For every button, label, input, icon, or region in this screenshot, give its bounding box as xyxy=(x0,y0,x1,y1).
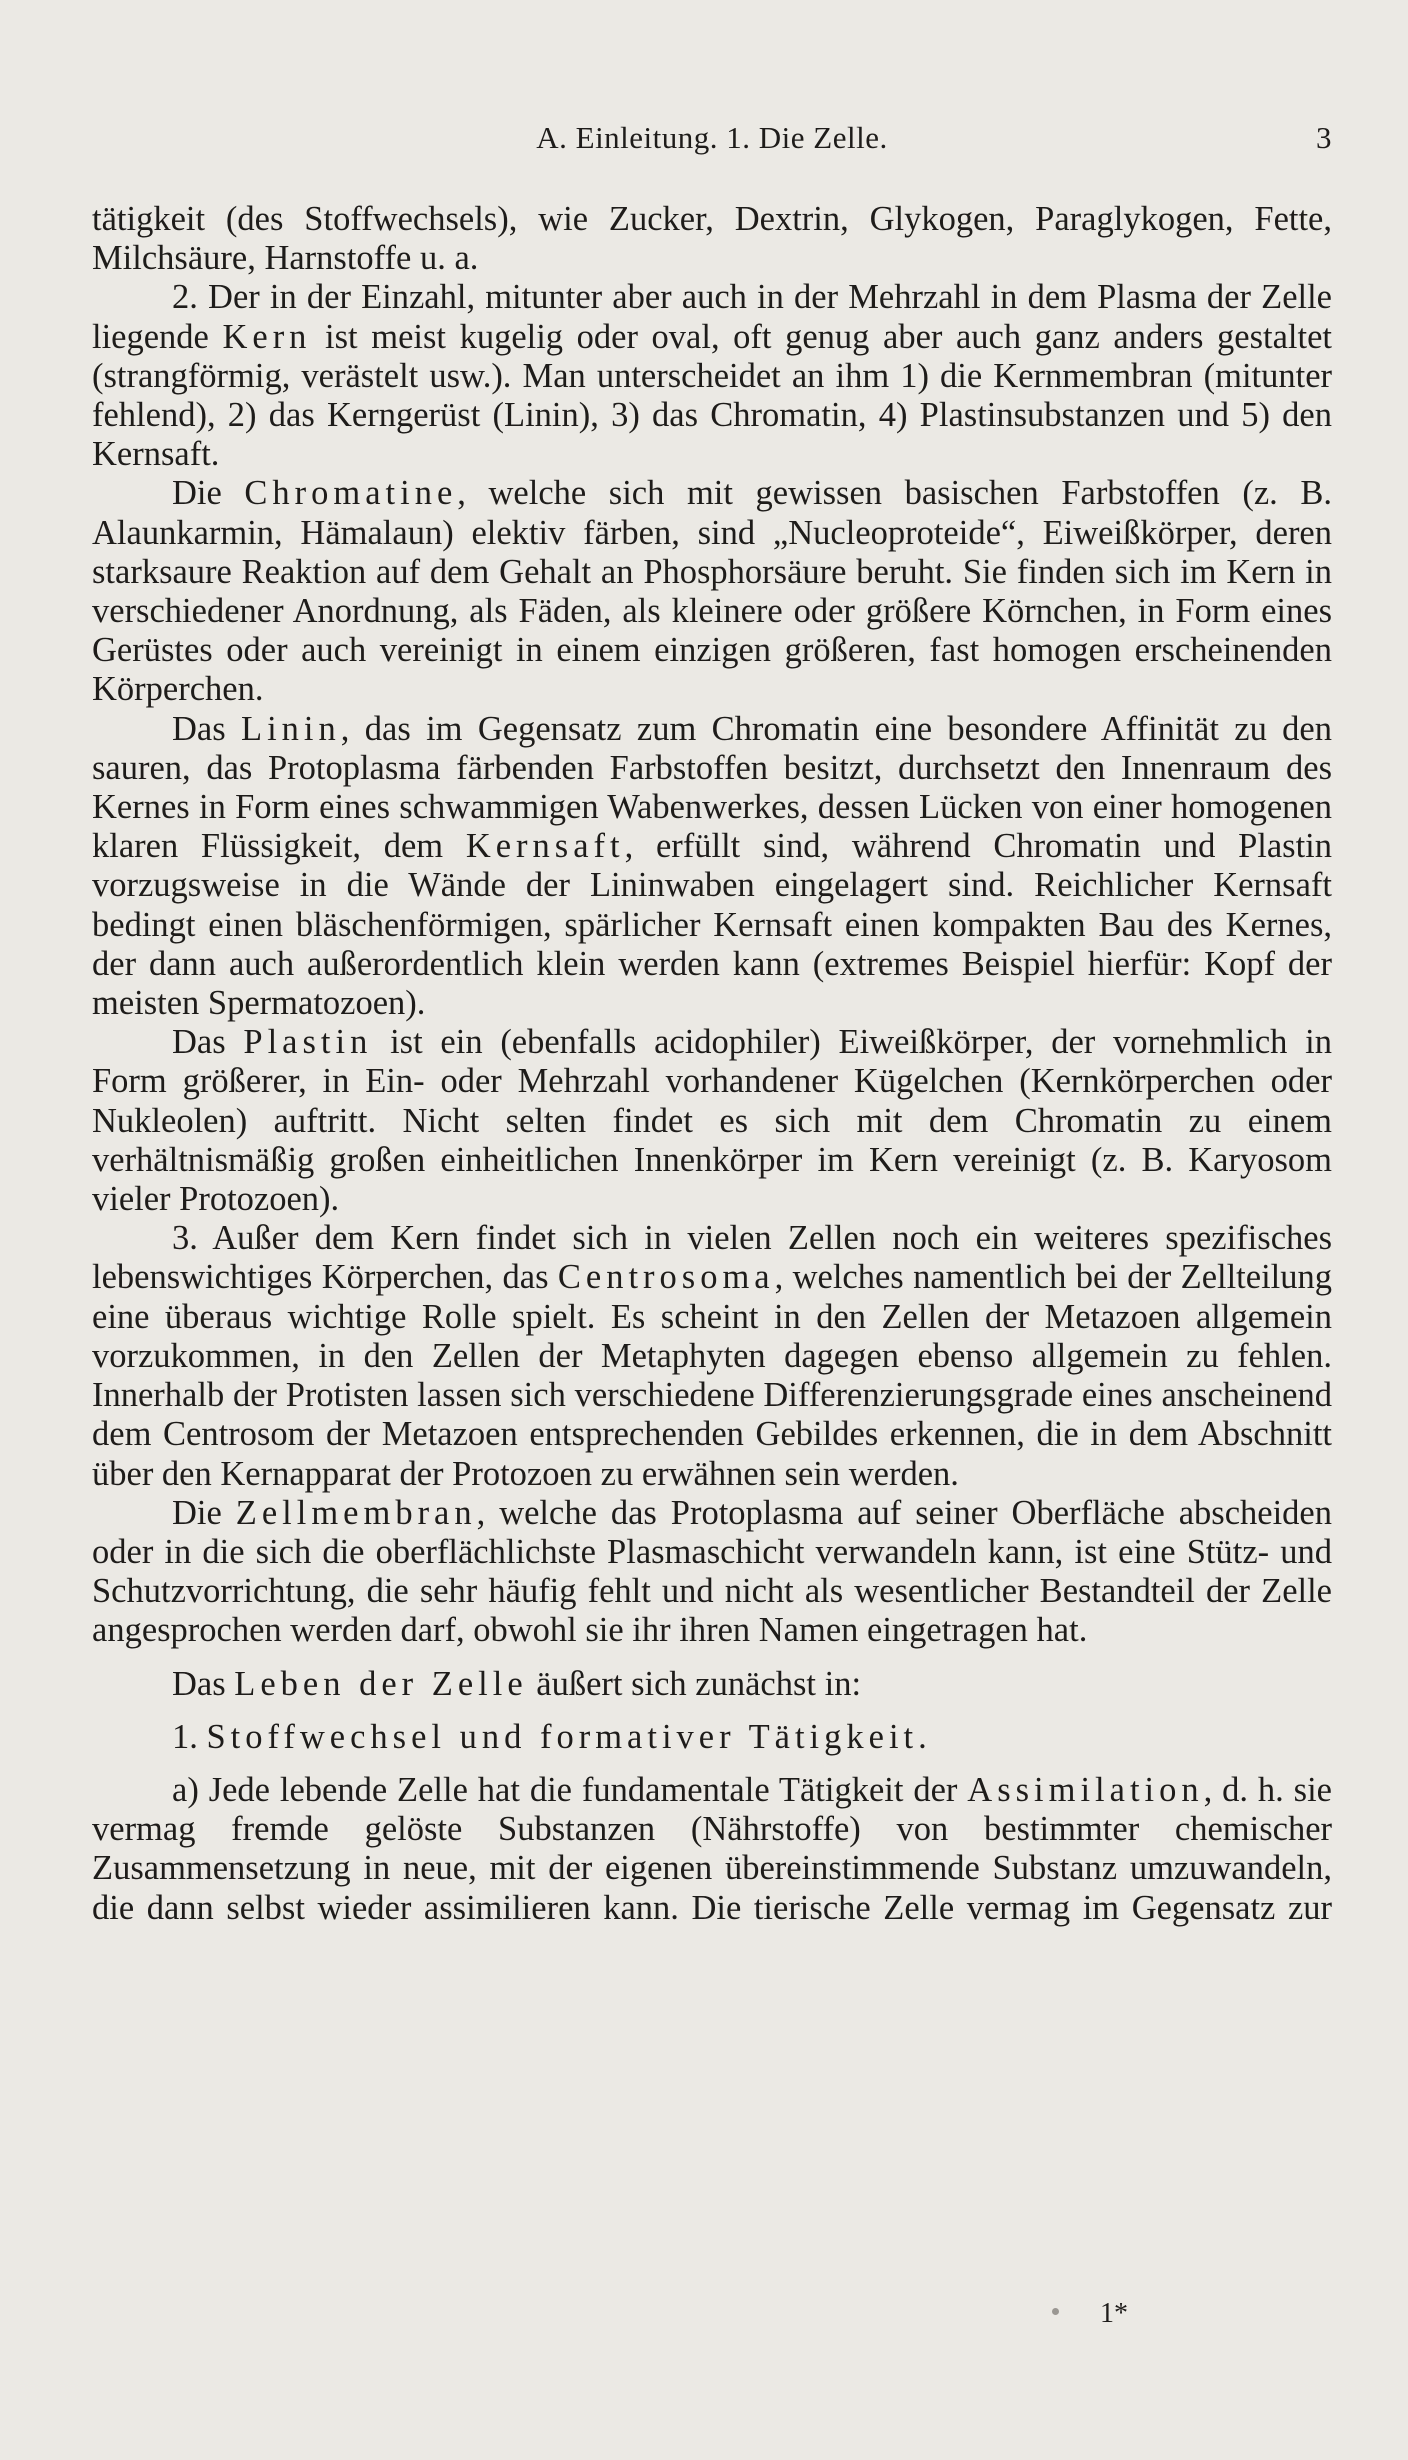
paragraph-zellmembran xyxy=(92,1494,1332,1651)
text-segment: 3. Außer dem Kern findet sich in vielen Zellen noch ein weiteres spezifisches lebenswichtiges Körperchen, das xyxy=(92,1219,1332,1297)
signature-mark: 1* xyxy=(1100,2298,1128,2329)
paragraph-centrosoma xyxy=(92,1219,1332,1493)
text-segment: a) Jede lebende Zelle hat die fundamentale Tätigkeit der xyxy=(172,1770,968,1809)
paragraph-linin xyxy=(92,710,1332,1024)
text-segment: , d. h. sie vermag fremde gelöste Substanzen (Nährstoffe) von bestimmter chemischer Zusammensetzung in neue, mit der eigenen übereinstimmende Substanz umzuwandeln, die dann selbst wieder assimilieren kann. Die tierische Zelle vermag im Gegensatz zur xyxy=(92,1770,1332,1927)
paragraph-leben-der-zelle xyxy=(92,1665,1332,1704)
paragraph-plastin xyxy=(92,1023,1332,1219)
spaced-term: Linin xyxy=(241,709,341,748)
page-number: 3 xyxy=(1316,120,1332,155)
body-text xyxy=(92,200,1332,1928)
text-segment: , erfüllt sind, während Chromatin und Plastin vorzugsweise in die Wände der Lininwaben eingelagert sind. Reichlicher Kernsaft bedingt einen bläschenförmigen, spärlicher Kernsaft einen kompakten Bau des Kernes, der dann auch außerordentlich klein werden kann (extremes Beispiel hierfür: Kopf der meisten Spermatozoen). xyxy=(92,827,1332,1023)
spaced-term: Assimilation xyxy=(967,1770,1204,1809)
text-segment: , welche das Protoplasma auf seiner Oberfläche abscheiden oder in die sich die oberflächlichste Plasmaschicht verwandeln kann, ist eine Stütz- und Schutzvorrichtung, die sehr häufig fehlt und nicht als wesentlicher Bestandteil der Zelle angesprochen werden darf, obwohl sie ihr ihren Namen eingetragen hat. xyxy=(92,1493,1332,1650)
text-segment: ist meist kugelig oder oval, oft genug aber auch ganz anders gestaltet (strangförmig, verästelt usw.). Man unterscheidet an ihm 1) die Kernmembran (mitunter fehlend), 2) das Kerngerüst (Linin), 3) das Chromatin, 4) Plastinsubstanzen und 5) den Kernsaft. xyxy=(92,317,1333,474)
text-segment: , welches namentlich bei der Zellteilung eine überaus wichtige Rolle spielt. Es scheint in den Zellen der Metazoen allgemein vorzukommen, in den Zellen der Metaphyten dagegen ebenso allgemein zu fehlen. Innerhalb der Protisten lassen sich verschiedene Differenzierungsgrade eines anscheinend dem Centrosom der Metazoen entsprechenden Gebildes erkennen, die in dem Abschnitt über den Kernapparat der Protozoen zu erwähnen sein werden. xyxy=(92,1258,1333,1493)
paragraph-kern xyxy=(92,278,1332,474)
text-segment: 2. Der in der Einzahl, mitunter aber auch in der Mehrzahl in dem Plasma der Zelle liegende xyxy=(92,278,1332,356)
text-segment: , welche sich mit gewissen basischen Farbstoffen (z. B. Alaunkarmin, Hämalaun) elektiv färben, sind „Nucleoproteide“, Eiweißkörper, deren starksaure Reaktion auf dem Gehalt an Phosphorsäure beruht. Sie finden sich im Kern in verschiedener Anordnung, als Fäden, als kleinere oder größere Körnchen, in Form eines Gerüstes oder auch vereinigt in einem einzigen größeren, fast homogen erscheinenden Körperchen. xyxy=(92,474,1332,709)
paragraph-stoffwechsel xyxy=(92,1718,1332,1757)
print-speck xyxy=(1052,2308,1059,2315)
text-segment: Das xyxy=(172,709,242,748)
paragraph-assimilation xyxy=(92,1771,1332,1928)
text-segment: 1. xyxy=(172,1717,207,1756)
spaced-term: Chromatine xyxy=(244,474,458,513)
text-segment: äußert sich zunächst in: xyxy=(527,1664,862,1703)
spaced-term: Stoffwechsel und formativer Tätigkeit xyxy=(206,1717,919,1756)
text-segment: ist ein (ebenfalls acidophiler) Eiweißkörper, der vornehmlich in Form größerer, in Ein- oder Mehrzahl vorhandener Kügelchen (Kernkörperchen oder Nukleolen) auftritt. Nicht selten findet es sich mit dem Chromatin zu einem verhältnismäßig großen einheitlichen Innenkörper im Kern vereinigt (z. B. Karyosom vieler Protozoen). xyxy=(92,1023,1332,1219)
text-segment: Die xyxy=(172,1493,236,1532)
spaced-term: Leben der Zelle xyxy=(234,1664,528,1703)
text-segment: . xyxy=(918,1717,927,1756)
running-head xyxy=(92,112,1332,162)
paragraph-continuation xyxy=(92,200,1332,278)
text-segment: , das im Gegensatz zum Chromatin eine besondere Affinität zu den sauren, das Protoplasma färbenden Farbstoffen besitzt, durchsetzt den Innenraum des Kernes in Form eines schwammigen Wabenwerkes, dessen Lücken von einer homogenen klaren Flüssigkeit, dem xyxy=(92,709,1332,866)
running-head-title: A. Einleitung. 1. Die Zelle. xyxy=(536,120,888,155)
spaced-term: Kern xyxy=(222,317,312,356)
spaced-term: Kernsaft xyxy=(465,827,625,866)
text-segment: Das xyxy=(172,1664,235,1703)
spaced-term: Zellmembran xyxy=(235,1493,477,1532)
text-segment: Die xyxy=(172,474,245,513)
text-segment: tätigkeit (des Stoffwechsels), wie Zucker, Dextrin, Glykogen, Paraglykogen, Fette, Milchsäure, Harnstoffe u. a. xyxy=(92,200,1332,278)
spaced-term: Centrosoma xyxy=(557,1258,775,1297)
spaced-term: Plastin xyxy=(243,1023,373,1062)
paragraph-chromatine xyxy=(92,474,1332,709)
text-segment: Das xyxy=(172,1023,244,1062)
